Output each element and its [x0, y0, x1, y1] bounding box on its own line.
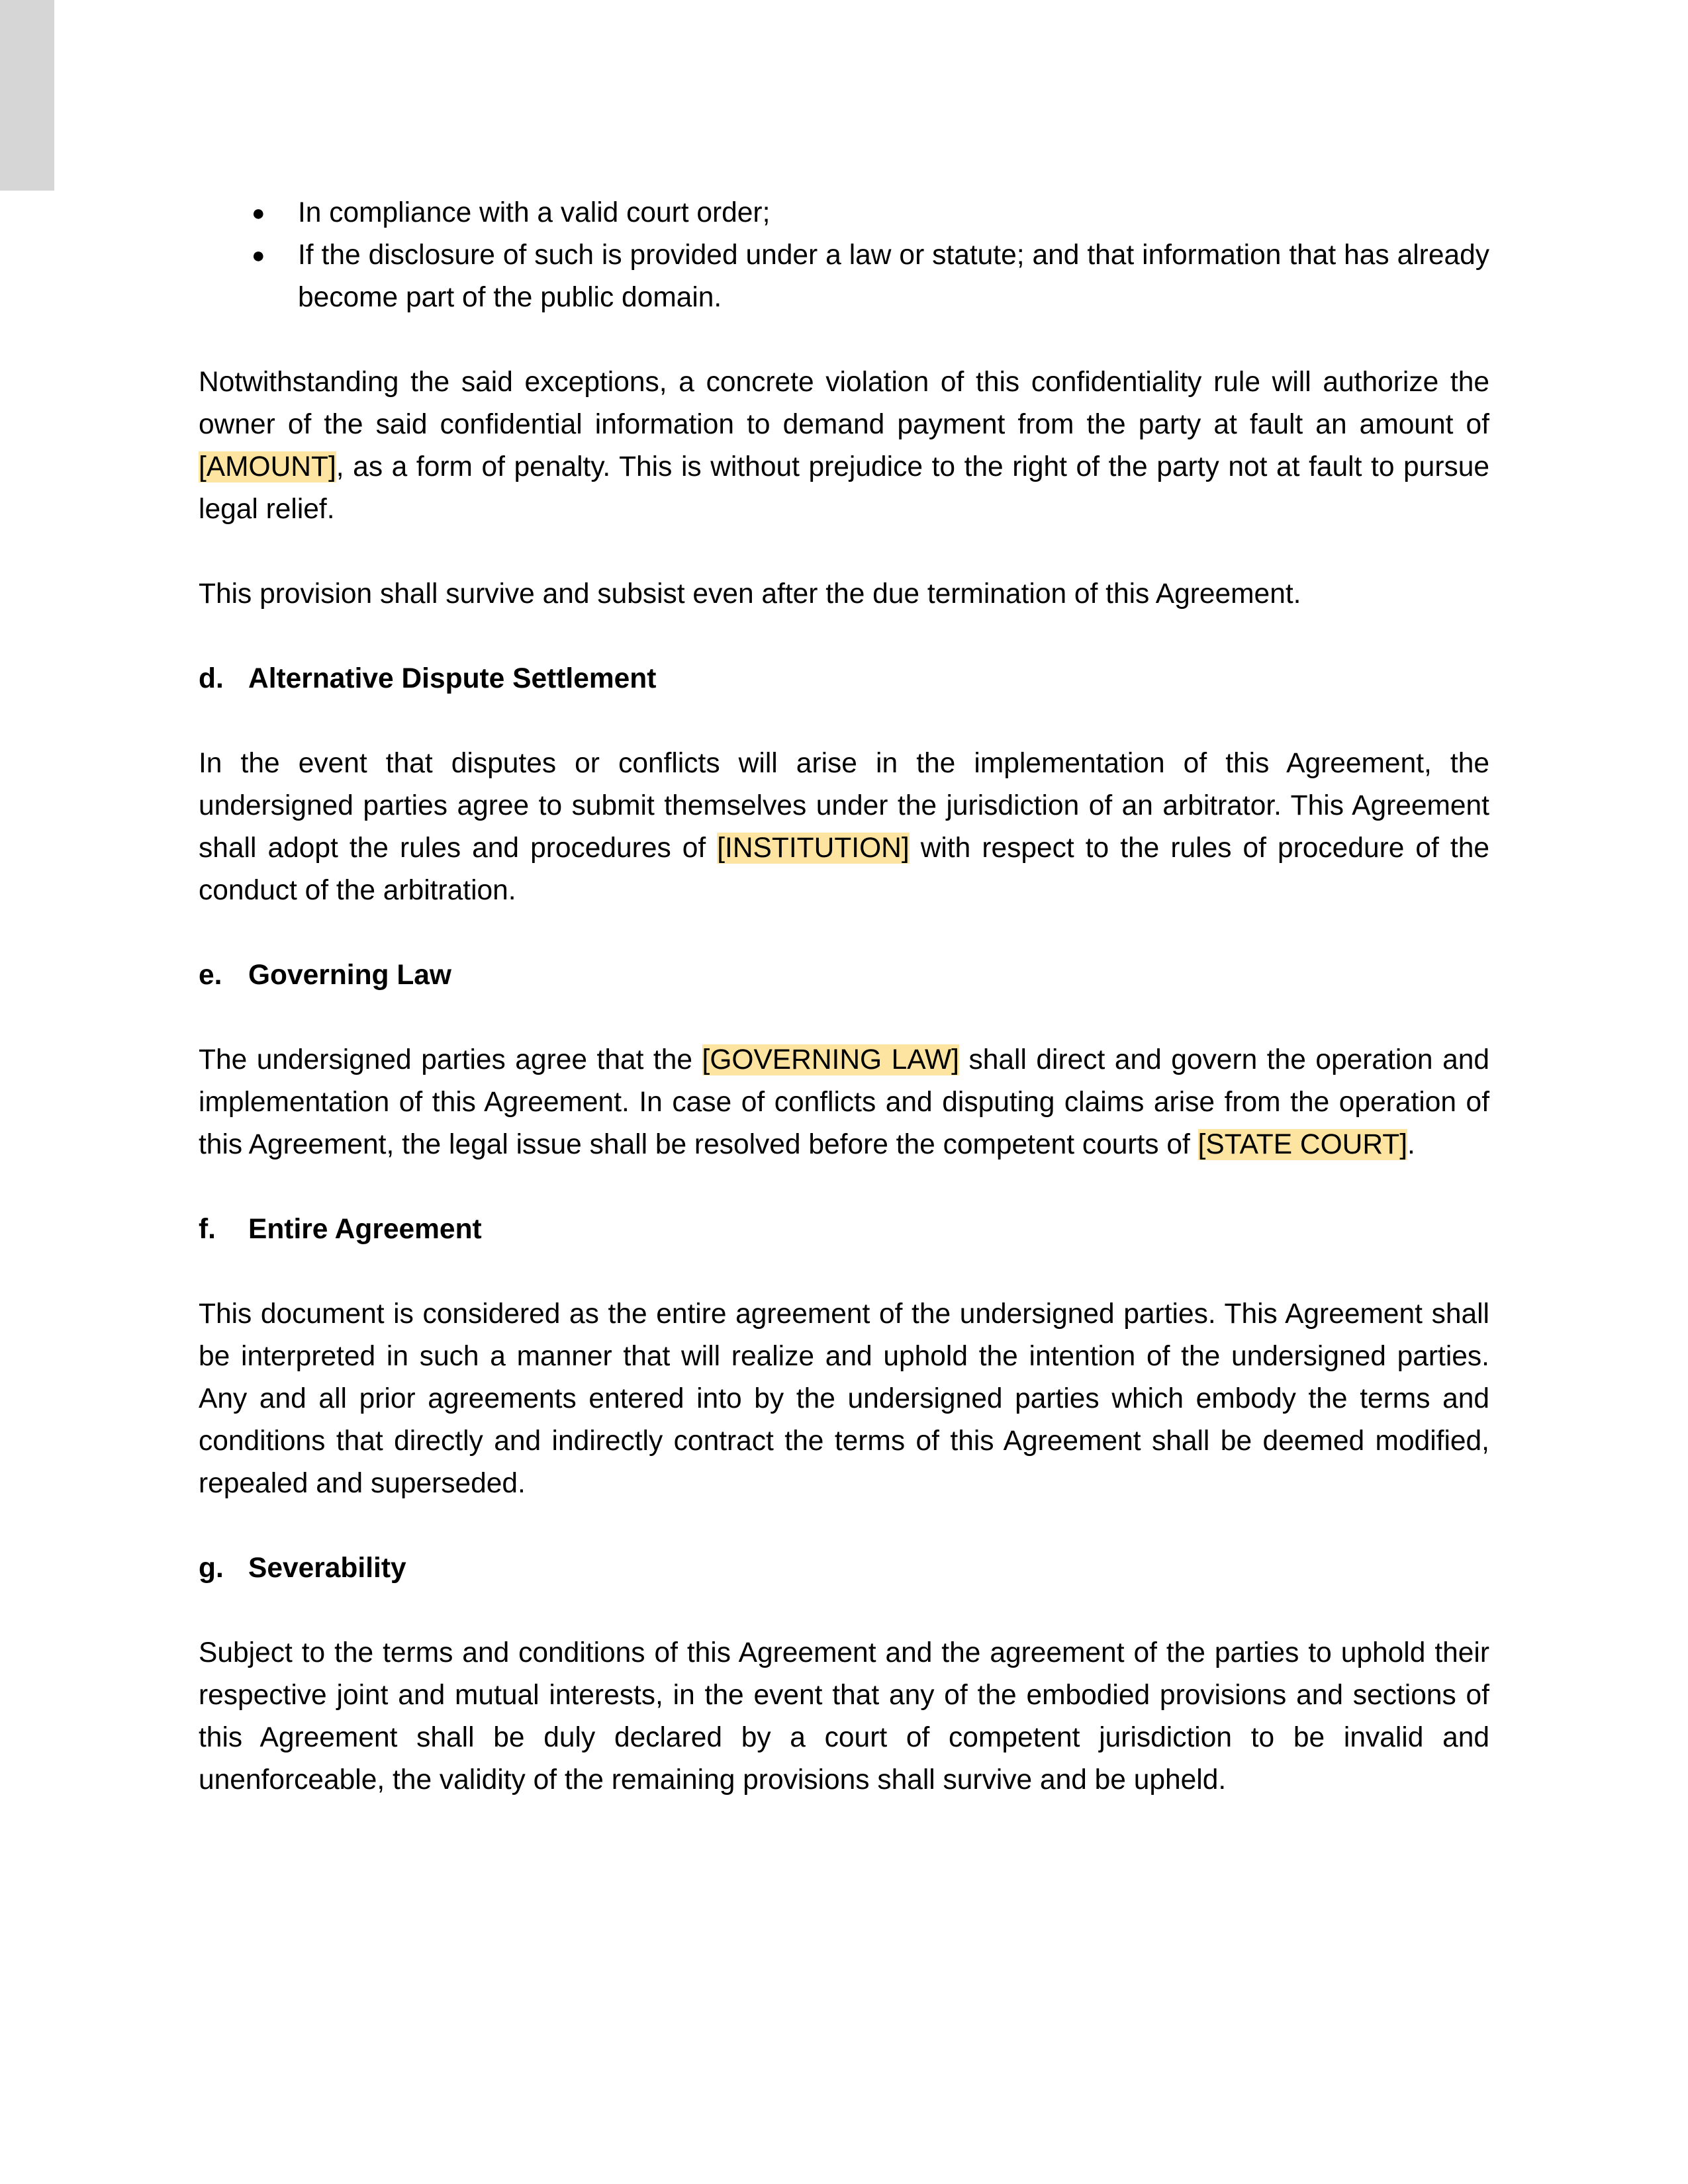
paragraph-text: In the event that disputes or conflicts will arise in the implementation of this Agreement, the undersigned parties agree to submit themselves under the jurisdiction of an arbitrator. This Agreement shall adopt the rules and procedures of: [199, 748, 1489, 864]
paragraph-text: .: [1407, 1129, 1415, 1160]
section-heading-e: [199, 954, 1489, 997]
section-letter: f.: [199, 1214, 216, 1245]
paragraph-text: with respect to the rules of procedure of the conduct of the arbitration.: [199, 833, 1489, 906]
dispute-paragraph: [199, 743, 1489, 912]
bullet-icon: ●: [252, 201, 265, 226]
exception-list: [199, 192, 1489, 319]
section-title: Entire Agreement: [248, 1214, 482, 1245]
governing-law-paragraph: [199, 1039, 1489, 1166]
entire-agreement-paragraph: This document is considered as the entire agreement of the undersigned parties. This Agreement shall be interpreted in such a manner that will realize and uphold the intention of the undersigned parties. Any and all prior agreements entered into by the undersigned parties which embody the terms and conditions that directly and indirectly contract the terms of this Agreement shall be deemed modified, repealed and superseded.: [199, 1298, 1489, 1499]
section-letter: g.: [199, 1553, 224, 1584]
list-item: [199, 234, 1489, 319]
institution-placeholder: [INSTITUTION]: [717, 833, 910, 864]
paragraph-text: , as a form of penalty. This is without prejudice to the right of the party not at fault to pursue legal relief.: [199, 451, 1489, 525]
list-item-text: If the disclosure of such is provided under a law or statute; and that information that has already become part of the public domain.: [298, 240, 1489, 313]
list-item-text: In compliance with a valid court order;: [298, 197, 771, 228]
governing-law-placeholder: [GOVERNING LAW]: [702, 1044, 959, 1075]
document-page: [199, 192, 1489, 1801]
section-letter: d.: [199, 663, 224, 694]
section-letter: e.: [199, 960, 222, 991]
penalty-paragraph: [199, 361, 1489, 531]
state-court-placeholder: [STATE COURT]: [1197, 1129, 1408, 1160]
side-tab: [0, 0, 54, 191]
paragraph-text: The undersigned parties agree that the: [199, 1044, 702, 1075]
list-item: [199, 192, 1489, 234]
paragraph-text: Notwithstanding the said exceptions, a concrete violation of this confidentiality rule will authorize the owner of the said confidential information to demand payment from the party at fault an amount of: [199, 367, 1489, 440]
bullet-icon: ●: [252, 243, 265, 268]
section-title: Alternative Dispute Settlement: [248, 663, 657, 694]
section-heading-g: [199, 1547, 1489, 1590]
amount-placeholder: [AMOUNT]: [199, 451, 336, 482]
severability-paragraph: Subject to the terms and conditions of this Agreement and the agreement of the parties to uphold their respective joint and mutual interests, in the event that any of the embodied provisions and sections of this Agreement shall be duly declared by a court of competent jurisdiction to be invalid and unenforceable, the validity of the remaining provisions shall survive and be upheld.: [199, 1637, 1489, 1796]
section-heading-d: [199, 658, 1489, 700]
survival-paragraph: This provision shall survive and subsist even after the due termination of this Agreement.: [199, 578, 1301, 610]
section-heading-f: [199, 1208, 1489, 1251]
section-title: Governing Law: [248, 960, 451, 991]
section-title: Severability: [248, 1553, 406, 1584]
paragraph-text: shall direct and govern the operation and implementation of this Agreement. In case of conflicts and disputing claims arise from the operation of this Agreement, the legal issue shall be resolved before the competent courts of: [199, 1044, 1490, 1160]
